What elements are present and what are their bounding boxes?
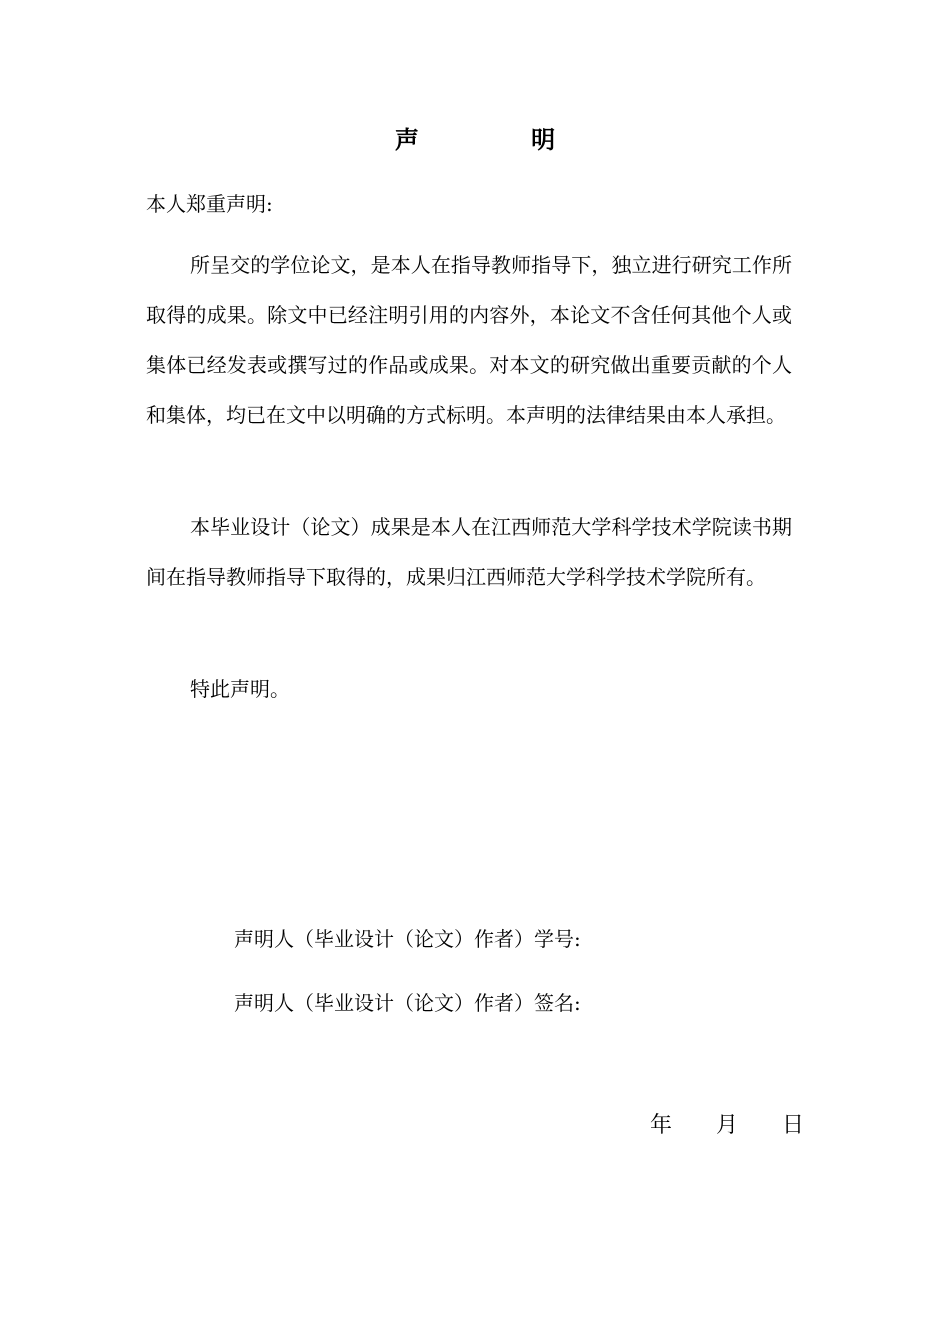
page-title: 声 明	[394, 126, 608, 154]
declaration-closing: 特此声明。	[190, 677, 290, 701]
declaration-paragraph-2: 本毕业设计（论文）成果是本人在江西师范大学科学技术学院读书期间在指导教师指导下取得的，成果归江西师范大学科学技术学院所有。	[146, 515, 792, 589]
date-year-label: 年	[650, 1113, 673, 1138]
signature-label: 声明人（毕业设计（论文）作者）签名:	[234, 991, 581, 1015]
student-id-label: 声明人（毕业设计（论文）作者）学号:	[234, 927, 581, 951]
intro-line: 本人郑重声明:	[146, 192, 273, 216]
date-line	[650, 1112, 804, 1140]
date-month-label: 月	[716, 1113, 739, 1138]
declaration-paragraph-1: 所呈交的学位论文，是本人在指导教师指导下，独立进行研究工作所取得的成果。除文中已经注明引用的内容外，本论文不含任何其他个人或集体已经发表或撰写过的作品或成果。对本文的研究做出重要贡献的个人和集体，均已在文中以明确的方式标明。本声明的法律结果由本人承担。	[146, 253, 792, 427]
date-day-label: 日	[782, 1113, 805, 1138]
